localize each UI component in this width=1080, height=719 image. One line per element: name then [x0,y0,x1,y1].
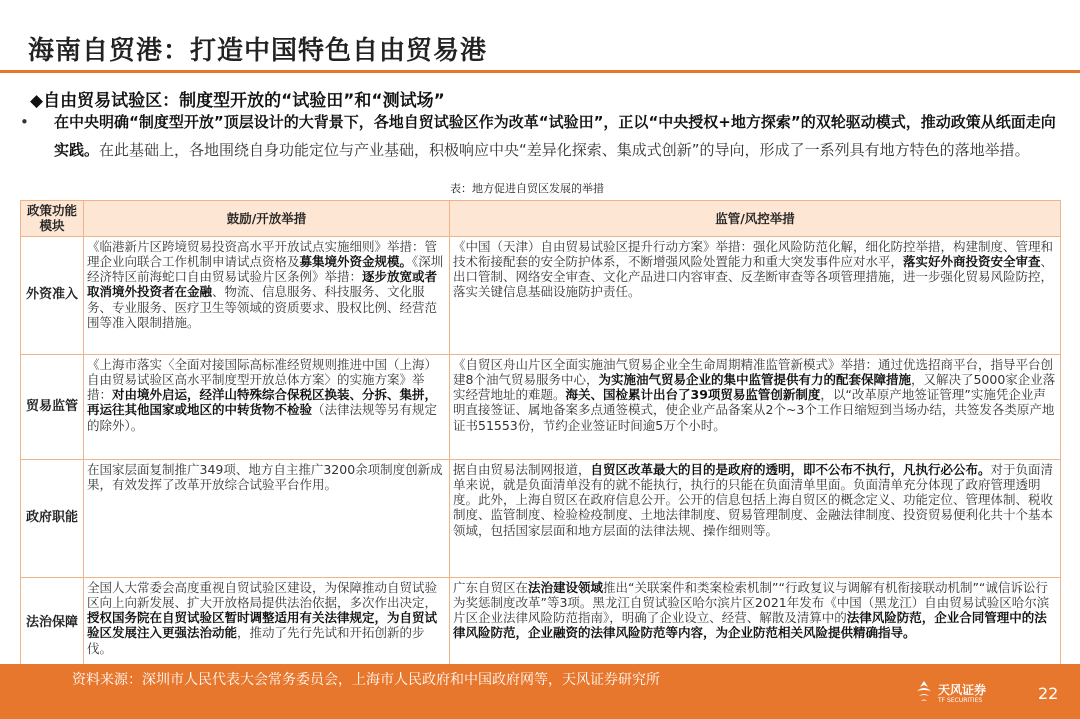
body-text: 据自由贸易法制网报道， [453,461,591,477]
emphasis-text: 法治建设领域 [528,579,604,595]
logo-mark-icon [914,679,934,705]
emphasis-text: 募集境外资金规模。 [299,253,413,269]
column-header-encourage: 鼓励/开放举措 [84,201,450,237]
body-text: 、物流、信息服务、科技服务、文化服务、专业服务、医疗卫生等领域的资质要求、股权比例、经营范围等准入限制措施。 [87,284,438,331]
column-header-regulate: 监管/风控举措 [450,201,1061,237]
title-divider [0,70,1080,73]
emphasis-text: 法律风险防范，企业合同管理中的法律风险防范，企业融资的法律风险防范等内容，为企业防范相关风险提供精确指导。 [453,610,1047,641]
body-text: ，以“改革原产地签证管理”实施凭企业声明直接签证、属地备案多点通签模式，使企业产品备案从2个~3个工作日缩短到当场办结，共签发各类原产地证书51553份，节约企业签证时间逾5万个小时。 [453,387,1055,433]
encourage-measures-cell [84,577,450,668]
emphasis-text: 海关、国检累计出台了39项贸易监管创新制度 [565,387,821,403]
source-note: 资料来源：深圳市人民代表大会常务委员会，上海市人民政府和中国政府网等，天风证券研究所 [72,672,660,688]
footer-bar [0,664,1080,719]
encourage-measures-cell [84,354,450,459]
body-text: 对于负面清单来说，就是负面清单没有的就不能执行，执行的只能在负面清单里面。负面清单充分体现了政府管理透明度。此外，上海自贸区在政府信息公开。公开的信息包括上海自贸区的概念定义、功能定位、管理体制、税收制度、监管制度、检验检疫制度、土地法律制度、贸易管理制度、金融法律制度、投资贸易便利化共十个基本领域，包括国家层面和地方层面的法律法规、操作细则等。 [453,461,1054,538]
emphasis-text: 对由境外启运，经洋山特殊综合保税区换装、分拆、集拼，再运往其他国家或地区的中转货物不检验 [87,387,438,418]
table-row [21,577,1061,668]
intro-paragraph [20,108,1060,164]
body-text: 、出口管制、网络安全审查、文化产品进口内容审查、反垄断审查等各项管理措施，进一步强化贸易风险防控，落实关键信息基础设施防护责任。 [453,253,1054,300]
regulate-measures-cell [450,354,1061,459]
row-module-label: 贸易监管 [21,354,84,459]
emphasis-text: 逐步放宽或者取消境外投资者在金融 [87,269,438,300]
regulate-measures-cell [450,236,1061,354]
body-text: 《中国（天津）自由贸易试验区提升行动方案》举措：强化风险防范化解，细化防控举措，构建制度、管理和技术衔接配套的安全防护体系，不断增强风险处置能力和重大突发事件应对水平， [453,238,1054,269]
table-header-row [21,201,1061,237]
bullet-marker: • [20,113,29,131]
body-text: 《上海市落实〈全面对接国际高标准经贸规则推进中国（上海）自由贸易试验区高水平制度型开放总体方案〉的实施方案》举措： [87,356,438,403]
table-row [21,459,1061,577]
column-header-module: 政策功能模块 [21,201,84,237]
body-text: 全国人大常委会高度重视自贸试验区建设，为保障推动自贸试验区向上向新发展、扩大开放格局提供法治依据，多次作出决定， [87,579,438,610]
emphasis-text: 落实好外商投资安全审查 [903,253,1041,269]
body-text: 《临港新片区跨境贸易投资高水平开放试点实施细则》举措：管理企业向联合工作机制申请试点资格及 [87,238,438,269]
regulate-measures-cell [450,577,1061,668]
emphasis-text: 自贸区改革最大的目的是政府的透明，即不公布不执行，凡执行必公布。 [590,461,991,477]
company-logo [914,679,1044,709]
intro-normal-text: 在此基础上，各地围绕自身功能定位与产业基础，积极响应中央“差异化探索、集成式创新”的导向，形成了一系列具有地方特色的落地举措。 [99,141,1030,159]
body-text: 在国家层面复制推广349项、地方自主推广3200余项制度创新成果，有效发挥了改革开放综合试验平台作用。 [87,461,443,492]
regulate-measures-cell [450,459,1061,577]
row-module-label: 外资准入 [21,236,84,354]
body-text: 《深圳经济特区前海蛇口自由贸易试验片区条例》举措： [87,253,444,285]
emphasis-text: 授权国务院在自贸试验区暂时调整适用有关法律规定，为自贸试验区发展注入更强法治动能 [87,610,438,641]
page-number: 22 [1038,684,1059,703]
table-body [21,236,1061,668]
encourage-measures-cell [84,459,450,577]
body-text: 广东自贸区在 [453,579,529,595]
encourage-measures-cell [84,236,450,354]
row-module-label: 政府职能 [21,459,84,577]
policy-table [20,200,1061,669]
body-text: 《自贸区舟山片区全面实施油气贸易企业全生命周期精准监管新模式》举措：通过优选招商平台，指导平台创建8个油气贸易服务中心， [453,356,1054,387]
body-text: ，又解决了5000家企业落实经营地址的难题。 [453,371,1056,403]
table-row [21,236,1061,354]
section-subtitle: ◆自由贸易试验区：制度型开放的“试验田”和“测试场” [30,91,445,111]
body-text: 推出“关联案件和类案检索机制”“行政复议与调解有机衔接联动机制”“诚信诉讼行为奖惩制度改革”等3项。黑龙江自贸试验区哈尔滨片区2021年发布《中国（黑龙江）自由贸易试验区哈尔滨片区企业法律风险防范指南》，明确了企业设立、经营、解散及清算中的 [453,579,1050,626]
body-text: ，推动了先行先试和开拓创新的步伐。 [87,625,425,656]
intro-bold-text: 在中央明确“制度型开放”顶层设计的大背景下，各地自贸试验区作为改革“试验田”，正以“中央授权+地方探索”的双轮驱动模式，推动政策从纸面走向实践。 [54,113,1056,159]
emphasis-text: 为实施油气贸易企业的集中监管提供有力的配套保障措施 [598,371,911,387]
body-text: （法律法规等另有规定的除外）。 [87,402,438,433]
row-module-label: 法治保障 [21,577,84,668]
page-title: 海南自贸港：打造中国特色自由贸易港 [28,36,488,66]
table-row [21,354,1061,459]
table-caption: 表：地方促进自贸区发展的举措 [450,182,604,195]
logo-subtext: TF SECURITIES [938,697,983,704]
logo-text: 天风证券 [938,683,987,697]
